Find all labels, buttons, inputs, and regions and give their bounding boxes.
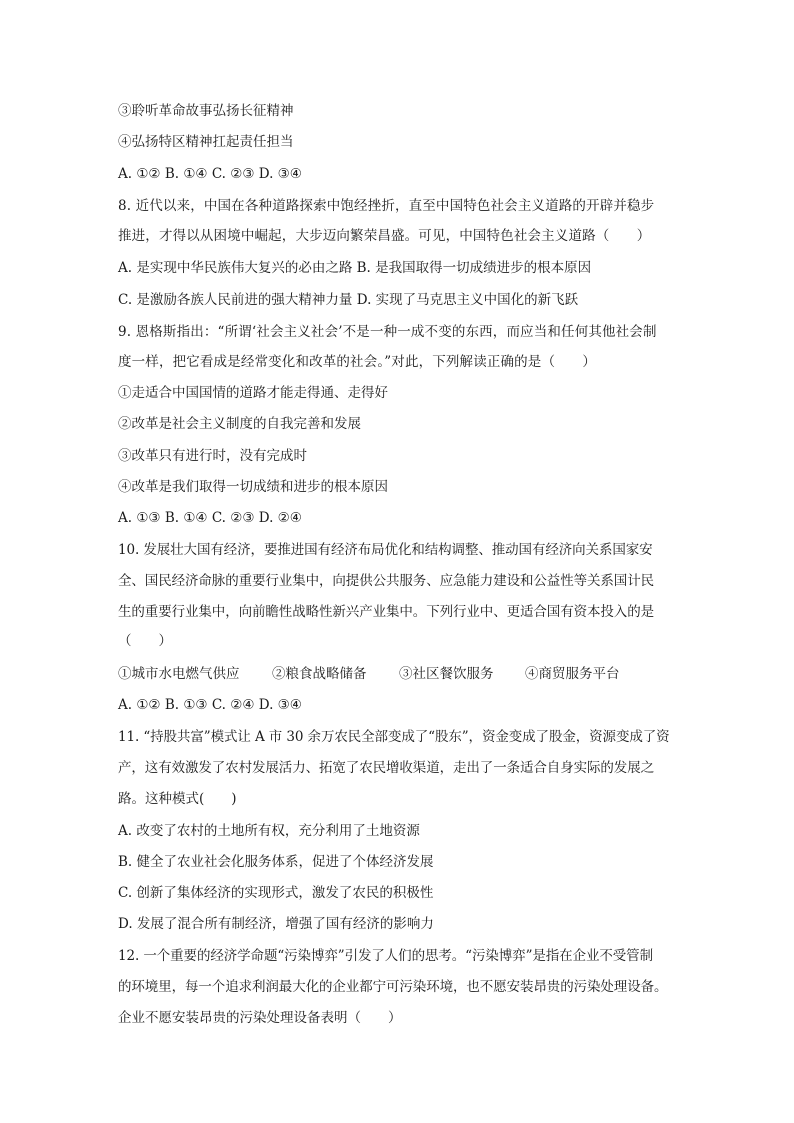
q11-option-a: A. 改变了农村的土地所有权，充分利用了土地资源: [118, 823, 420, 839]
q10-stem-line2: 全、国民经济命脉的重要行业集中，向提供公共服务、应急能力建设和公益性等关系国计民: [118, 573, 654, 589]
q10-option-2: ②粮食战略储备: [272, 666, 367, 682]
q9-option-2: ②改革是社会主义制度的自我完善和发展: [118, 416, 361, 432]
q7-answers: A. ①② B. ①④ C. ②③ D. ③④: [118, 166, 302, 182]
q12-stem-line3: 企业不愿安装昂贵的污染处理设备表明（ ）: [118, 1010, 402, 1026]
q10-stem-line4: （ ）: [118, 633, 172, 649]
q10-options: [118, 664, 678, 684]
q9-option-1: ①走适合中国国情的道路才能走得通、走得好: [118, 385, 388, 401]
q11-option-b: B. 健全了农业社会化服务体系，促进了个体经济发展: [118, 854, 434, 870]
q7-option-3: ③聆听革命故事弘扬长征精神: [118, 103, 294, 119]
q11-option-c: C. 创新了集体经济的实现形式，激发了农民的积极性: [118, 885, 434, 901]
q8-answers-cd: C. 是激励各族人民前进的强大精神力量 D. 实现了马克思主义中国化的新飞跃: [118, 292, 579, 308]
q8-stem-line2: 推进，才得以从困境中崛起，大步迈向繁荣昌盛。可见，中国特色社会主义道路（ ）: [118, 228, 651, 244]
q7-option-4: ④弘扬特区精神扛起责任担当: [118, 134, 294, 150]
q9-answers: A. ①③ B. ①④ C. ②③ D. ②④: [118, 510, 302, 526]
q11-stem-line3: 路。这种模式( ): [118, 791, 237, 807]
q9-stem-line2: 度一样，把它看成是经常变化和改革的社会。”对此，下列解读正确的是（ ）: [118, 354, 597, 370]
q10-option-3: ③社区餐饮服务: [399, 666, 494, 682]
q10-stem-line1: 10. 发展壮大国有经济，要推进国有经济布局优化和结构调整、推动国有经济向关系国家安: [118, 542, 653, 558]
q9-stem-line1: 9. 恩格斯指出：“所谓‘社会主义社会’不是一种一成不变的东西，而应当和任何其他社会制: [118, 324, 657, 340]
q12-stem-line1: 12. 一个重要的经济学命题“污染博弈”引发了人们的思考。“污染博弈”是指在企业不受管制: [118, 948, 653, 964]
q9-option-4: ④改革是我们取得一切成绩和进步的根本原因: [118, 479, 388, 495]
q10-stem-line3: 生的重要行业集中，向前瞻性战略性新兴产业集中。下列行业中、更适合国有资本投入的是: [118, 604, 654, 620]
q11-option-d: D. 发展了混合所有制经济，增强了国有经济的影响力: [118, 916, 434, 932]
q10-answers: A. ①② B. ①③ C. ②④ D. ③④: [118, 697, 302, 713]
q9-option-3: ③改革只有进行时，没有完成时: [118, 448, 307, 464]
q11-stem-line2: 产，这有效激发了农村发展活力、拓宽了农民增收渠道，走出了一条适合自身实际的发展之: [118, 760, 654, 776]
q10-option-1: ①城市水电燃气供应: [118, 666, 240, 682]
q8-stem-line1: 8. 近代以来，中国在各种道路探索中饱经挫折，直至中国特色社会主义道路的开辟并稳步: [118, 198, 655, 214]
q11-stem-line1: 11. “持股共富”模式让 A 市 30 余万农民全部变成了“股东”，资金变成了股金，资源变成了资: [118, 729, 670, 745]
q8-answers-ab: A. 是实现中华民族伟大复兴的必由之路 B. 是我国取得一切成绩进步的根本原因: [118, 260, 592, 276]
q10-option-4: ④商贸服务平台: [525, 666, 620, 682]
q12-stem-line2: 的环境里，每一个追求利润最大化的企业都宁可污染环境，也不愿安装昂贵的污染处理设备。: [118, 979, 668, 995]
